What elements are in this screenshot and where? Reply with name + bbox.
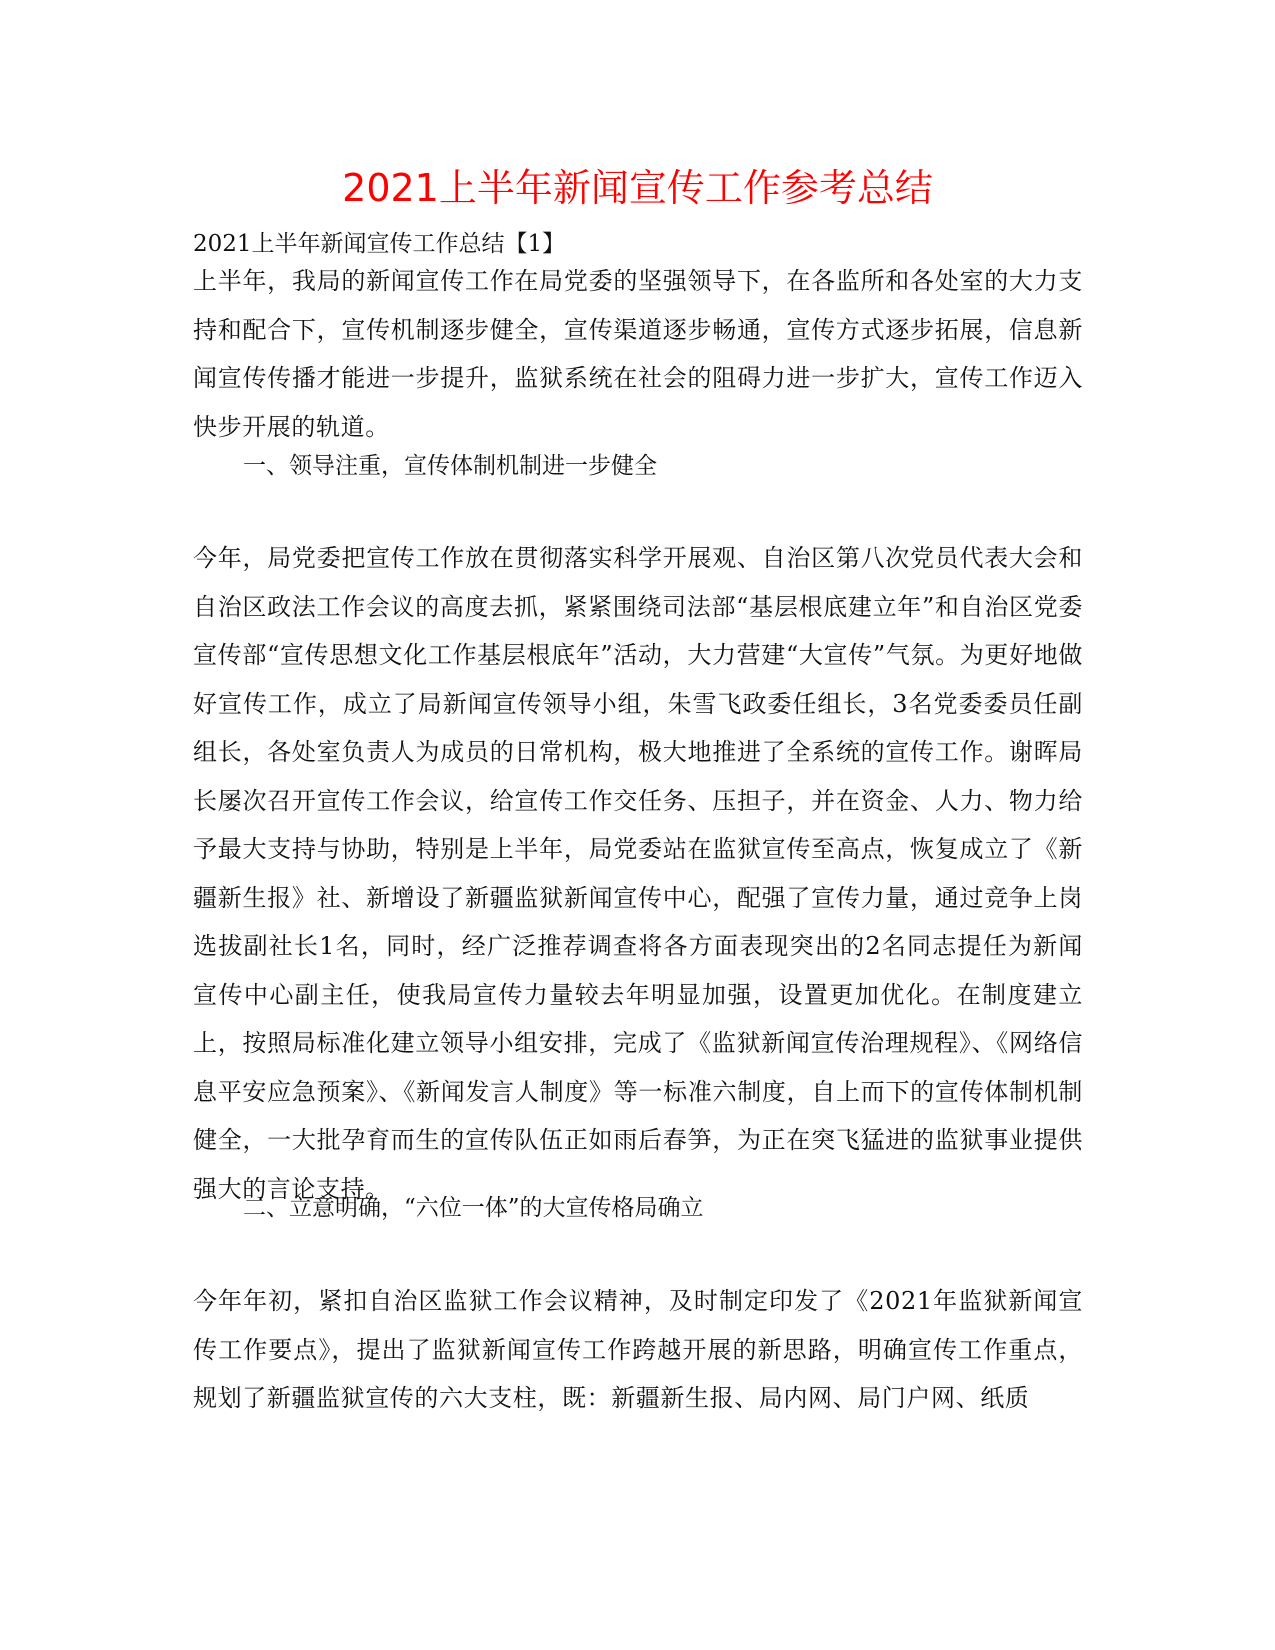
section-heading-1: 一、领导注重，宣传体制机制进一步健全 [243, 453, 657, 479]
document-subtitle: 2021上半年新闻宣传工作总结【1】 [193, 231, 566, 257]
paragraph-intro: 上半年，我局的新闻宣传工作在局党委的坚强领导下，在各监所和各处室的大力支持和配合下，宣传机制逐步健全，宣传渠道逐步畅通，宣传方式逐步拓展，信息新闻宣传传播才能进一步提升，监狱系统在社会的阻碍力进一步扩大，宣传工作迈入快步开展的轨道。 [193, 267, 1083, 441]
paragraph-section-1: 今年，局党委把宣传工作放在贯彻落实科学开展观、自治区第八次党员代表大会和自治区政法工作会议的高度去抓，紧紧围绕司法部“基层根底建立年”和自治区党委宣传部“宣传思想文化工作基层根底年”活动，大力营建“大宣传”气氛。为更好地做好宣传工作，成立了局新闻宣传领导小组，朱雪飞政委任组长，3名党委委员任副组长，各处室负责人为成员的日常机构，极大地推进了全系统的宣传工作。谢晖局长屡次召开宣传工作会议，给宣传工作交任务、压担子，并在资金、人力、物力给予最大支持与协助，特别是上半年，局党委站在监狱宣传至高点，恢复成立了《新疆新生报》社、新增设了新疆监狱新闻宣传中心，配强了宣传力量，通过竞争上岗选拔副社长1名，同时，经广泛推荐调查将各方面表现突出的2名同志提任为新闻宣传中心副主任，使我局宣传力量较去年明显加强，设置更加优化。在制度建立上，按照局标准化建立领导小组安排，完成了《监狱新闻宣传治理规程》、《网络信息平安应急预案》、《新闻发言人制度》等一标准六制度，自上而下的宣传体制机制健全，一大批孕育而生的宣传队伍正如雨后春笋，为正在突飞猛进的监狱事业提供强大的言论支持。 [193, 544, 1083, 1203]
section-heading-2: 二、立意明确，“六位一体”的大宣传格局确立 [243, 1195, 704, 1221]
paragraph-section-2: 今年年初，紧扣自治区监狱工作会议精神，及时制定印发了《2021年监狱新闻宣传工作要点》，提出了监狱新闻宣传工作跨越开展的新思路，明确宣传工作重点，规划了新疆监狱宣传的六大支柱，既：新疆新生报、局内网、局门户网、纸质 [193, 1287, 1083, 1412]
document-title: 2021上半年新闻宣传工作参考总结 [342, 166, 933, 210]
